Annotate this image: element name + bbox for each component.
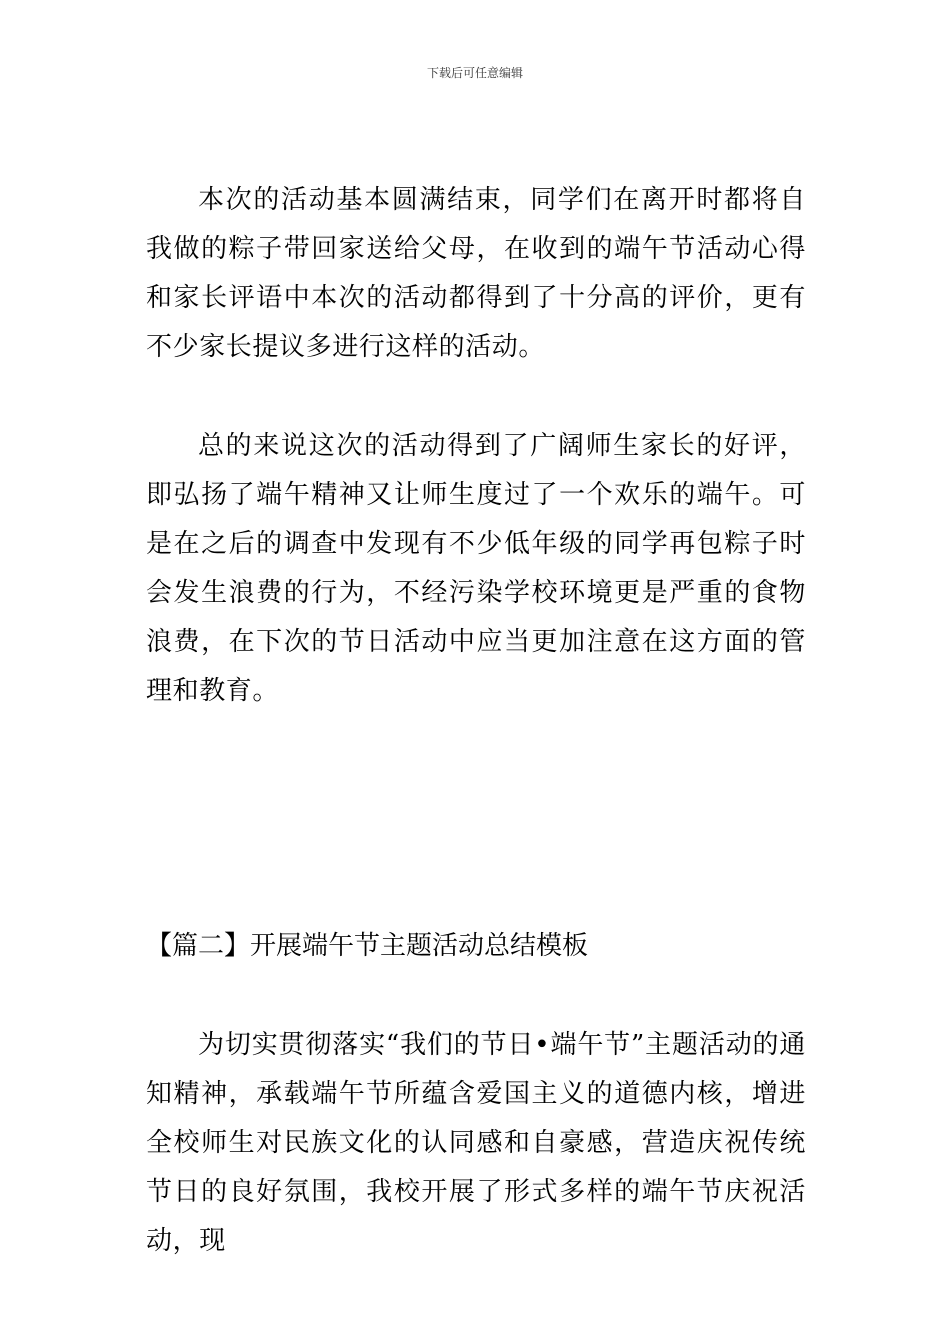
- paragraph-summary: 总的来说这次的活动得到了广阔师生家长的好评，即弘扬了端午精神又让师生度过了一个欢乐的端午。可是在之后的调查中发现有不少低年级的同学再包粽子时会发生浪费的行为，不经污染学校环境更是严重的食物浪费，在下次的节日活动中应当更加注意在这方面的管理和教育。: [146, 431, 806, 706]
- paragraph-activity-result: 本次的活动基本圆满结束，同学们在离开时都将自我做的粽子带回家送给父母，在收到的端午节活动心得和家长评语中本次的活动都得到了十分高的评价，更有不少家长提议多进行这样的活动。: [146, 185, 806, 362]
- section-title: 【篇二】开展端午节主题活动总结模板: [146, 931, 589, 961]
- page-header: 下载后可任意编辑: [426, 66, 523, 80]
- paragraph-section-intro: 为切实贯彻落实“我们的节日•端午节”主题活动的通知精神，承载端午节所蕴含爱国主义的道德内核，增进全校师生对民族文化的认同感和自豪感，营造庆祝传统节日的良好氛围，我校开展了形式多样的端午节庆祝活动，现: [146, 1030, 806, 1256]
